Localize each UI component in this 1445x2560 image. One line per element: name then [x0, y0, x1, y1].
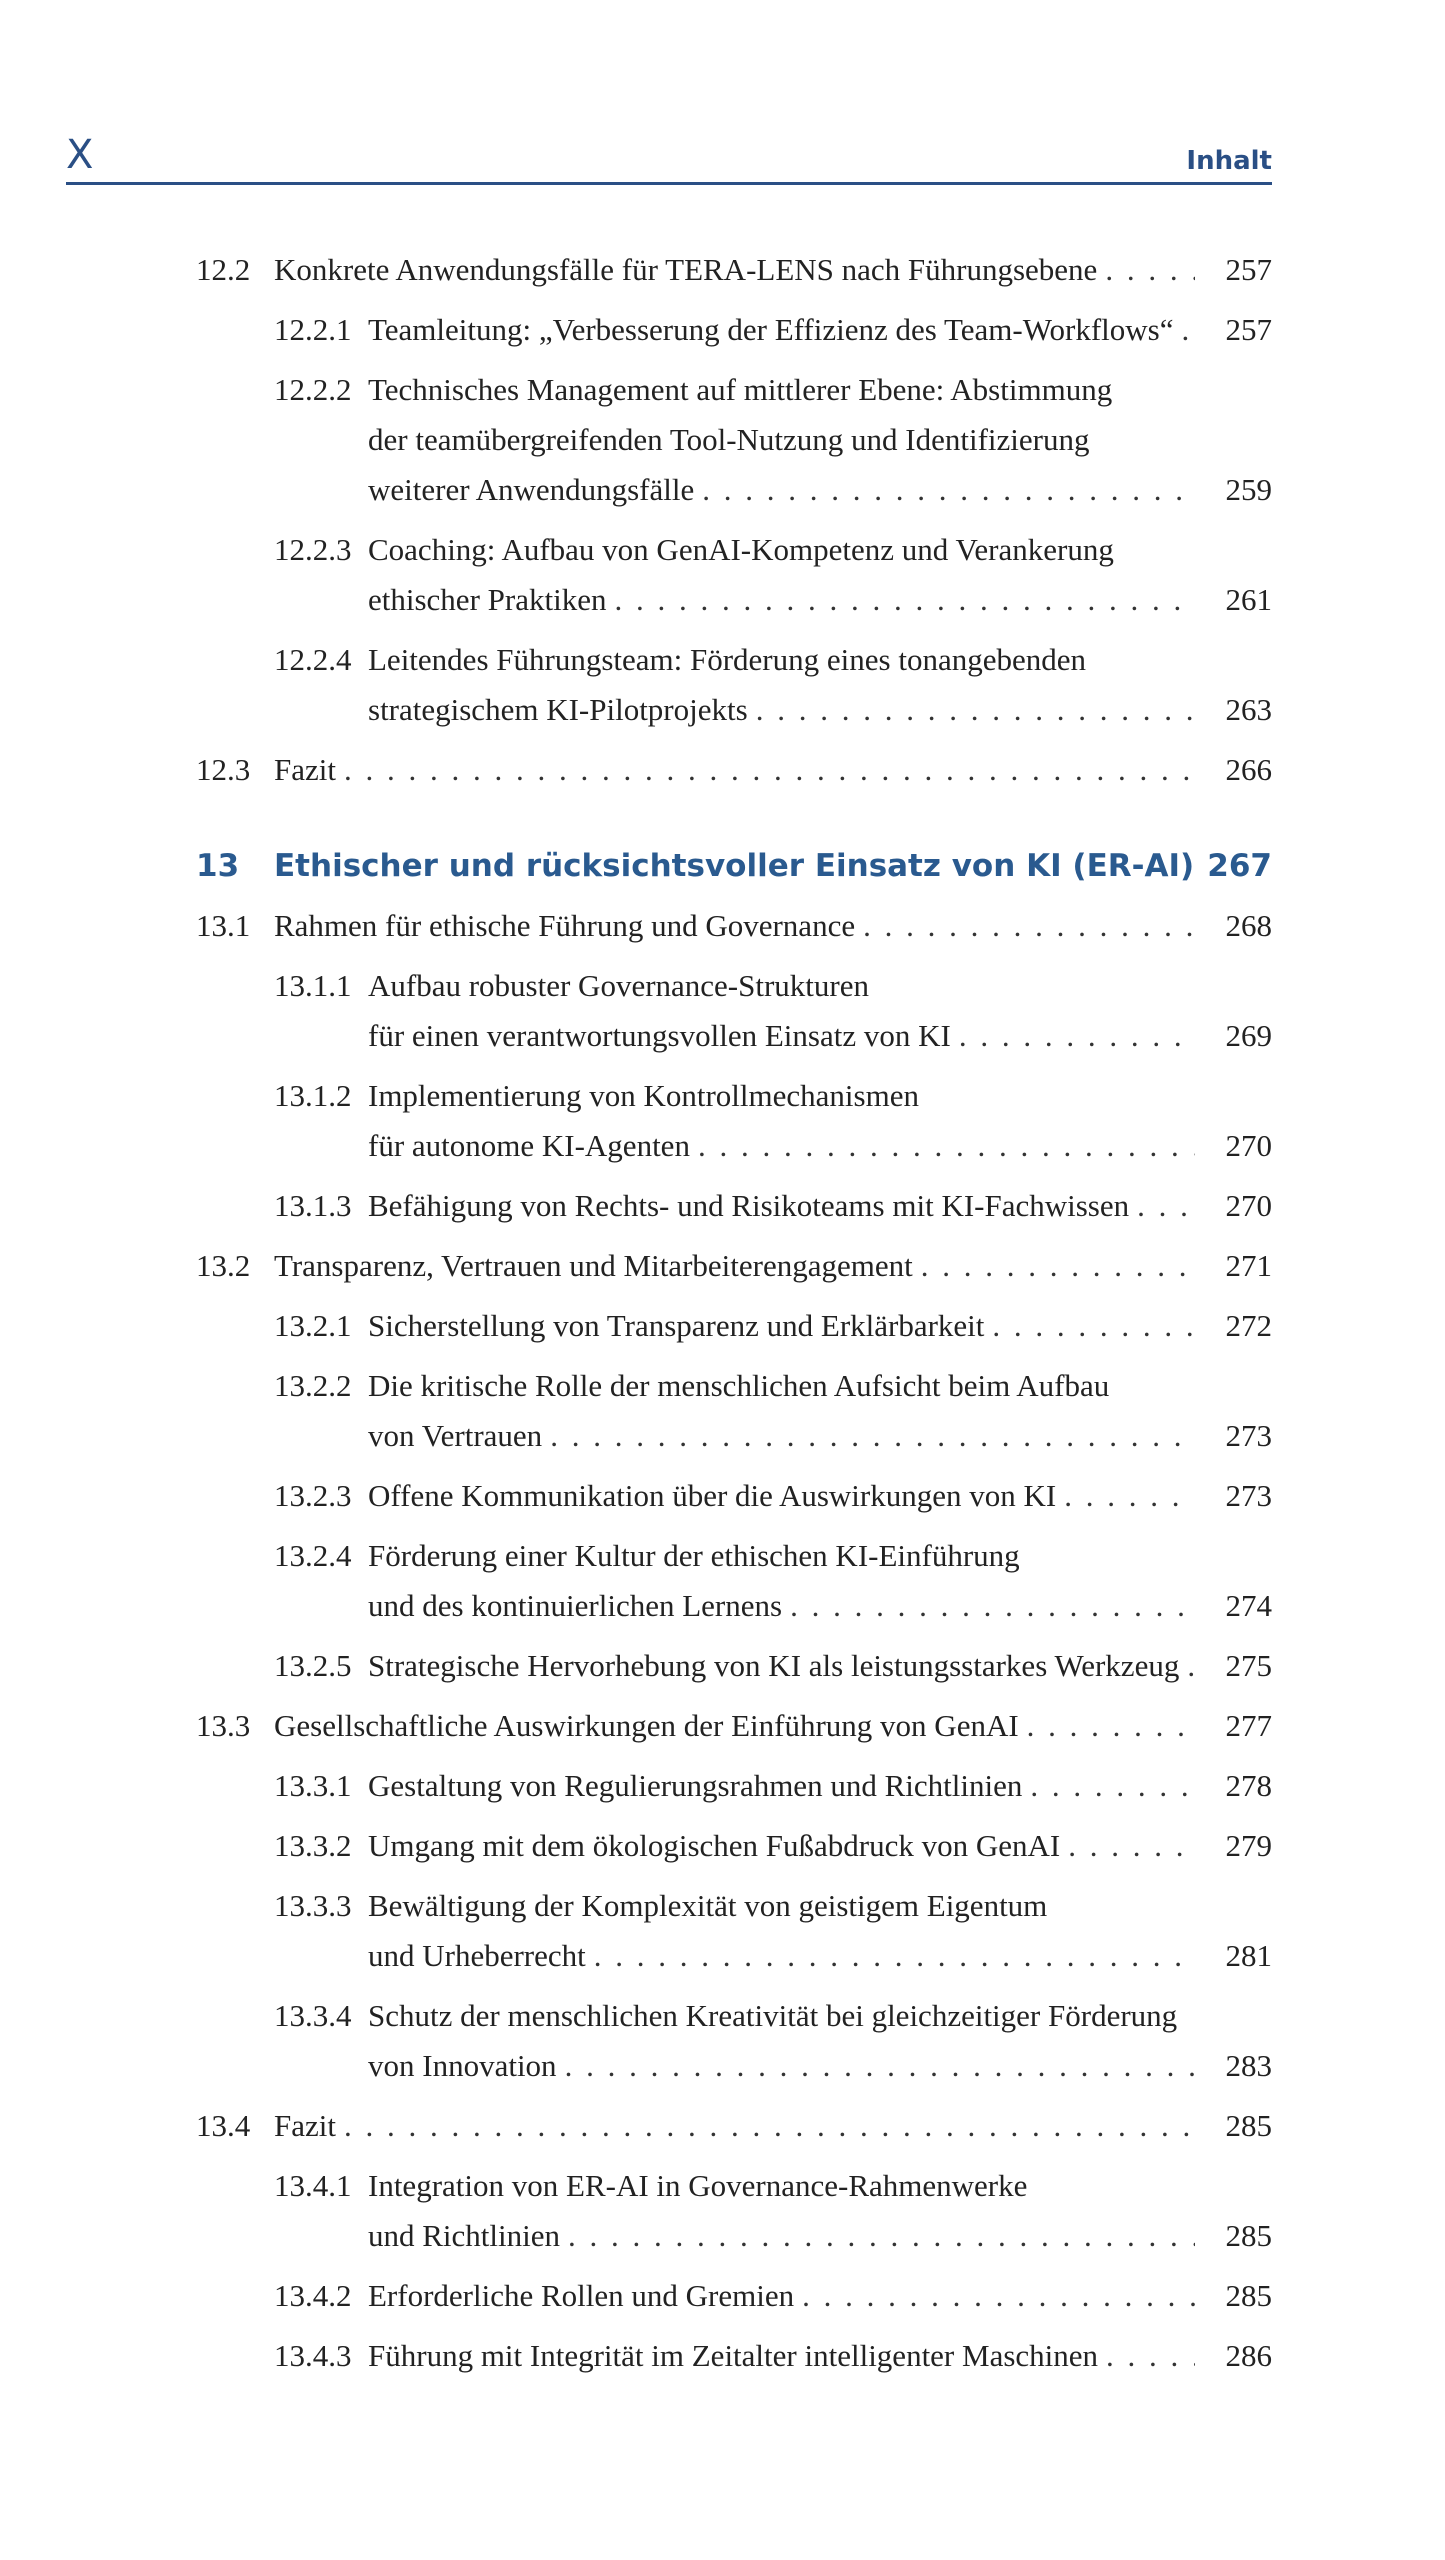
toc-page-number: 267 — [1207, 848, 1272, 884]
toc-entry[interactable] — [274, 1881, 1272, 1981]
toc-entry-title: Implementierung von Kontrollmechanismen — [368, 1078, 919, 1113]
toc-entry-title: von Vertrauen — [368, 1418, 543, 1453]
toc-entry[interactable] — [274, 525, 1272, 625]
toc-page-number: 274 — [1225, 1588, 1272, 1623]
toc-chapter-entry[interactable] — [196, 841, 1272, 891]
toc-entry[interactable] — [196, 745, 1272, 795]
toc-entry-number: 13.1.1 — [274, 968, 352, 1003]
toc-page-number: 263 — [1225, 692, 1272, 727]
toc-entry[interactable] — [274, 1301, 1272, 1351]
toc-page-number: 283 — [1225, 2048, 1272, 2083]
toc-entry[interactable] — [274, 961, 1272, 1061]
page-header — [66, 124, 1272, 185]
toc-entry-title: Umgang mit dem ökologischen Fußabdruck von GenAI — [368, 1828, 1061, 1863]
toc-entry-title: und Urheberrecht — [368, 1938, 586, 1973]
toc-entry-title: weiterer Anwendungsfälle — [368, 472, 695, 507]
toc-page-number: 261 — [1225, 582, 1272, 617]
toc-entry-title: für autonome KI-Agenten — [368, 1128, 690, 1163]
toc-page-number: 281 — [1225, 1938, 1272, 1973]
toc-entry-title: Coaching: Aufbau von GenAI-Kompetenz und Verankerung — [368, 532, 1114, 567]
toc-entry-title: Strategische Hervorhebung von KI als leistungsstarkes Werkzeug — [368, 1648, 1180, 1683]
toc-entry[interactable] — [274, 1531, 1272, 1631]
leader-dots — [550, 1411, 1195, 1461]
toc-entry-title: ethischer Praktiken — [368, 582, 607, 617]
page-number: X — [66, 132, 94, 178]
toc-entry-title: für einen verantwortungsvollen Einsatz von KI — [368, 1018, 951, 1053]
toc-entry-title: Konkrete Anwendungsfälle für TERA-LENS nach Führungsebene — [274, 252, 1098, 287]
toc-page-number: 259 — [1225, 472, 1272, 507]
toc-page-number: 268 — [1225, 908, 1272, 943]
toc-entry-number: 13.4.3 — [274, 2338, 352, 2373]
toc-entry-title: Teamleitung: „Verbesserung der Effizienz des Team-Workflows“ — [368, 312, 1174, 347]
toc-entry-number: 12.3 — [196, 752, 251, 787]
toc-entry-number: 13.3 — [196, 1708, 251, 1743]
toc-entry-number: 12.2.3 — [274, 532, 352, 567]
toc-entry[interactable] — [274, 1361, 1272, 1461]
toc-entry-number: 12.2.4 — [274, 642, 352, 677]
toc-entry[interactable] — [274, 305, 1272, 355]
toc-entry[interactable] — [196, 901, 1272, 951]
toc-entry-number: 13.3.1 — [274, 1768, 352, 1803]
toc-entry-title: Offene Kommunikation über die Auswirkungen von KI — [368, 1478, 1057, 1513]
toc-page-number: 279 — [1225, 1828, 1272, 1863]
toc-entry-title: Befähigung von Rechts- und Risikoteams mit KI-Fachwissen — [368, 1188, 1130, 1223]
leader-dots — [344, 745, 1195, 795]
toc-entry-title: Technisches Management auf mittlerer Ebene: Abstimmung — [368, 372, 1113, 407]
toc-entry-title: und des kontinuierlichen Lernens — [368, 1588, 783, 1623]
leader-dots — [702, 465, 1195, 515]
toc-entry-title: Förderung einer Kultur der ethischen KI-Einführung — [368, 1538, 1020, 1573]
toc-entry[interactable] — [196, 1241, 1272, 1291]
toc-entry[interactable] — [274, 1471, 1272, 1521]
toc-entry-title: Integration von ER-AI in Governance-Rahmenwerke — [368, 2168, 1028, 2203]
leader-dots — [1068, 1821, 1195, 1871]
toc-entry[interactable] — [274, 365, 1272, 515]
toc-entry-number: 13.3.3 — [274, 1888, 352, 1923]
toc-entry-number: 13.3.4 — [274, 1998, 352, 2033]
toc-entry-title: Leitendes Führungsteam: Förderung eines tonangebenden — [368, 642, 1086, 677]
toc-entry-title: Aufbau robuster Governance-Strukturen — [368, 968, 869, 1003]
toc-page-number: 273 — [1225, 1418, 1272, 1453]
toc-page-number: 270 — [1225, 1128, 1272, 1163]
toc-entry[interactable] — [274, 2331, 1272, 2381]
toc-page-number: 277 — [1225, 1708, 1272, 1743]
toc-entry[interactable] — [274, 1181, 1272, 1231]
toc-entry-number: 13.4.1 — [274, 2168, 352, 2203]
toc-page-number: 266 — [1225, 752, 1272, 787]
toc-entry-number: 13.2.5 — [274, 1648, 352, 1683]
leader-dots — [698, 1121, 1195, 1171]
toc-entry-number: 13.4 — [196, 2108, 251, 2143]
toc-page-number: 286 — [1225, 2338, 1272, 2373]
toc-entry-number: 13.2 — [196, 1248, 251, 1283]
toc-entry-number: 13.1 — [196, 908, 251, 943]
toc-entry-title: Rahmen für ethische Führung und Governance — [274, 908, 856, 943]
toc-entry-title: Transparenz, Vertrauen und Mitarbeiterengagement — [274, 1248, 913, 1283]
leader-dots — [756, 685, 1195, 735]
leader-dots — [344, 2101, 1195, 2151]
toc-entry-number: 13.2.1 — [274, 1308, 352, 1343]
toc-entry-number: 13.2.3 — [274, 1478, 352, 1513]
leader-dots — [594, 1931, 1195, 1981]
leader-dots — [1027, 1701, 1195, 1751]
toc-entry[interactable] — [274, 1641, 1272, 1691]
toc-entry-title: Sicherstellung von Transparenz und Erklärbarkeit — [368, 1308, 985, 1343]
toc-entry-title: Bewältigung der Komplexität von geistigem Eigentum — [368, 1888, 1048, 1923]
toc-entry[interactable] — [274, 1071, 1272, 1171]
toc-entry-number: 13.2.2 — [274, 1368, 352, 1403]
running-title: Inhalt — [1186, 146, 1272, 176]
toc-entry-title: Ethischer und rücksichtsvoller Einsatz von KI (ER-AI) — [274, 848, 1195, 884]
toc-entry-number: 13.1.2 — [274, 1078, 352, 1113]
toc-page-number: 285 — [1225, 2218, 1272, 2253]
toc-page-number: 278 — [1225, 1768, 1272, 1803]
leader-dots — [1064, 1471, 1195, 1521]
toc-page-number: 257 — [1225, 312, 1272, 347]
toc-entry-number: 12.2 — [196, 252, 251, 287]
toc-page-number: 270 — [1225, 1188, 1272, 1223]
toc-entry-number: 13 — [196, 848, 240, 884]
toc-entry-title: Gestaltung von Regulierungsrahmen und Richtlinien — [368, 1768, 1023, 1803]
toc-entry-title: der teamübergreifenden Tool-Nutzung und Identifizierung — [368, 422, 1090, 457]
toc-entry-title: von Innovation — [368, 2048, 557, 2083]
toc-entry-number: 12.2.2 — [274, 372, 352, 407]
toc-page-number: 269 — [1225, 1018, 1272, 1053]
toc-entry[interactable] — [274, 1761, 1272, 1811]
toc-entry-number: 13.2.4 — [274, 1538, 352, 1573]
toc-page-number: 285 — [1225, 2278, 1272, 2313]
toc-entry-number: 13.4.2 — [274, 2278, 352, 2313]
toc-entry-title: Erforderliche Rollen und Gremien — [368, 2278, 795, 2313]
toc-entry[interactable] — [196, 2101, 1272, 2151]
toc-entry[interactable] — [274, 2271, 1272, 2321]
leader-dots — [921, 1241, 1195, 1291]
toc-entry-number: 12.2.1 — [274, 312, 352, 347]
toc-entry[interactable] — [274, 2161, 1272, 2261]
toc-entry-title: Fazit — [274, 752, 336, 787]
leader-dots — [565, 2041, 1195, 2091]
leader-dots — [614, 575, 1195, 625]
toc-entry[interactable] — [196, 245, 1272, 295]
toc-page-number: 273 — [1225, 1478, 1272, 1513]
toc-entry[interactable] — [274, 635, 1272, 735]
toc-entry-title: Führung mit Integrität im Zeitalter intelligenter Maschinen — [368, 2338, 1099, 2373]
toc-page-number: 285 — [1225, 2108, 1272, 2143]
toc-entry-title: und Richtlinien — [368, 2218, 561, 2253]
toc-entry[interactable] — [274, 1821, 1272, 1871]
toc-entry-title: Schutz der menschlichen Kreativität bei gleichzeitiger Förderung — [368, 1998, 1178, 2033]
leader-dots — [790, 1581, 1195, 1631]
toc-entry-title: Die kritische Rolle der menschlichen Aufsicht beim Aufbau — [368, 1368, 1110, 1403]
toc-page-number: 257 — [1225, 252, 1272, 287]
toc-entry-number: 13.3.2 — [274, 1828, 352, 1863]
leader-dots — [568, 2211, 1195, 2261]
toc-entry[interactable] — [196, 1701, 1272, 1751]
leader-dots — [1030, 1761, 1195, 1811]
leader-dots — [992, 1301, 1195, 1351]
toc-page-number: 272 — [1225, 1308, 1272, 1343]
toc-entry[interactable] — [274, 1991, 1272, 2091]
toc-entry-title: strategischem KI-Pilotprojekts — [368, 692, 748, 727]
toc-page-number: 275 — [1225, 1648, 1272, 1683]
leader-dots — [863, 901, 1195, 951]
leader-dots — [959, 1011, 1195, 1061]
toc-entry-title: Gesellschaftliche Auswirkungen der Einführung von GenAI — [274, 1708, 1019, 1743]
toc-entry-title: Fazit — [274, 2108, 336, 2143]
toc-page-number: 271 — [1225, 1248, 1272, 1283]
leader-dots — [802, 2271, 1195, 2321]
toc-entry-number: 13.1.3 — [274, 1188, 352, 1223]
